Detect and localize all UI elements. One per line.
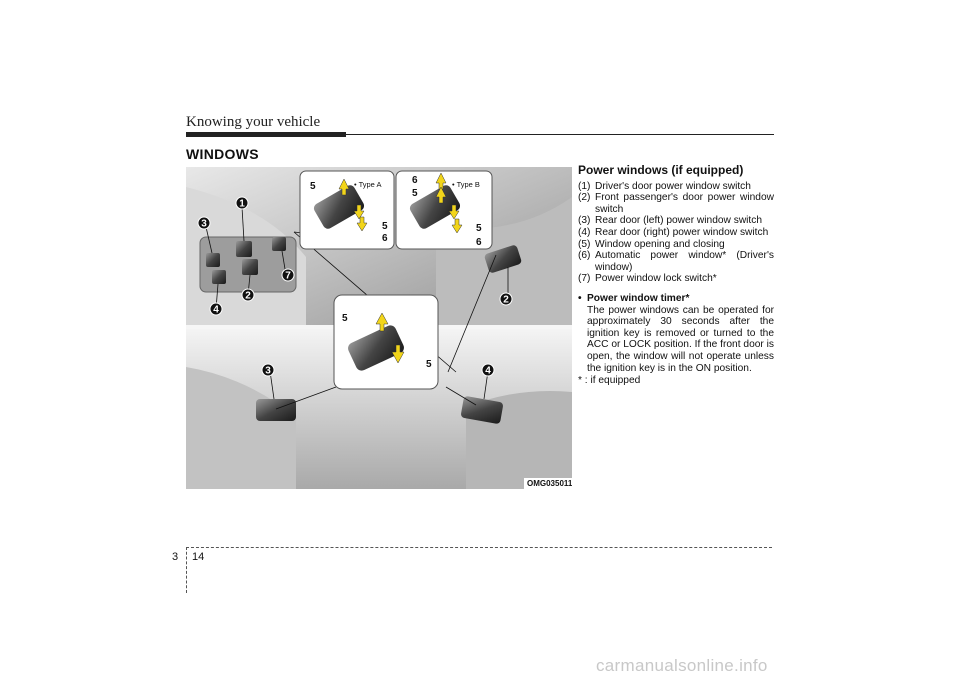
type-a-label: • Type A: [354, 180, 382, 189]
list-item: (6) Automatic power window* (Driver's window): [578, 250, 774, 273]
list-item: (3) Rear door (left) power window switch: [578, 215, 763, 227]
callout-badge-3-front: [198, 217, 210, 230]
list-item: (4) Rear door (right) power window switch: [578, 226, 769, 238]
svg-text:3: 3: [201, 218, 207, 230]
callout-badge-7: [282, 269, 294, 282]
list-item: (7) Power window lock switch*: [578, 273, 717, 285]
figure-code: OMG035011: [524, 478, 572, 489]
center-label-5-top: 5: [342, 313, 348, 324]
page-number: 14: [192, 551, 205, 563]
type-b-label-6: 6: [476, 237, 482, 248]
callout-badge-1: [236, 197, 248, 210]
chapter-number: 3: [172, 551, 179, 563]
type-b-label-6-top: 6: [412, 175, 418, 186]
figure-illustration: [186, 167, 572, 489]
svg-text:7: 7: [285, 270, 291, 282]
svg-text:4: 4: [213, 304, 219, 316]
svg-text:4: 4: [485, 365, 491, 377]
center-label-5: 5: [426, 359, 432, 370]
timer-body: The power windows can be operated for approximately 30 seconds after the ignition key is removed or turned to the ACC or LOCK position. If the front door is open, the window will not operate unless the ignition key is in the ON position.: [587, 304, 774, 374]
list-item: (2) Front passenger's door power window switch: [578, 192, 774, 215]
list-item: (1) Driver's door power window switch: [578, 180, 751, 192]
footer-rule: [186, 547, 772, 548]
callout-badge-4-rear: [482, 364, 494, 377]
type-b-label: • Type B: [452, 180, 480, 189]
timer-title: • Power window timer*: [578, 293, 774, 305]
callout-badge-3-rear: [262, 364, 274, 377]
svg-text:1: 1: [239, 198, 245, 210]
type-a-label-5-top: 5: [310, 181, 316, 192]
watermark: carmanualsonline.info: [596, 656, 768, 675]
footer-vertical-rule: [186, 547, 187, 593]
subheading: Power windows (if equipped): [578, 163, 744, 177]
type-b-label-5-top: 5: [412, 188, 418, 199]
window-switch-figure: [186, 167, 572, 489]
header-rule-thick: [186, 132, 346, 137]
callout-badge-4-front: [210, 303, 222, 316]
section-title: WINDOWS: [186, 146, 259, 162]
callout-badge-2-passenger: [500, 293, 512, 306]
svg-text:2: 2: [245, 290, 251, 302]
svg-text:3: 3: [265, 365, 271, 377]
running-head: Knowing your vehicle: [186, 114, 321, 130]
callout-badge-2-driver: [242, 289, 254, 302]
footnote: * : if equipped: [578, 375, 641, 387]
type-a-label-6: 6: [382, 233, 388, 244]
svg-text:2: 2: [503, 294, 509, 306]
header-rule-thin: [346, 134, 774, 135]
list-item: (5) Window opening and closing: [578, 238, 725, 250]
type-a-label-5: 5: [382, 221, 388, 232]
type-b-label-5: 5: [476, 223, 482, 234]
content-column: [578, 165, 774, 387]
